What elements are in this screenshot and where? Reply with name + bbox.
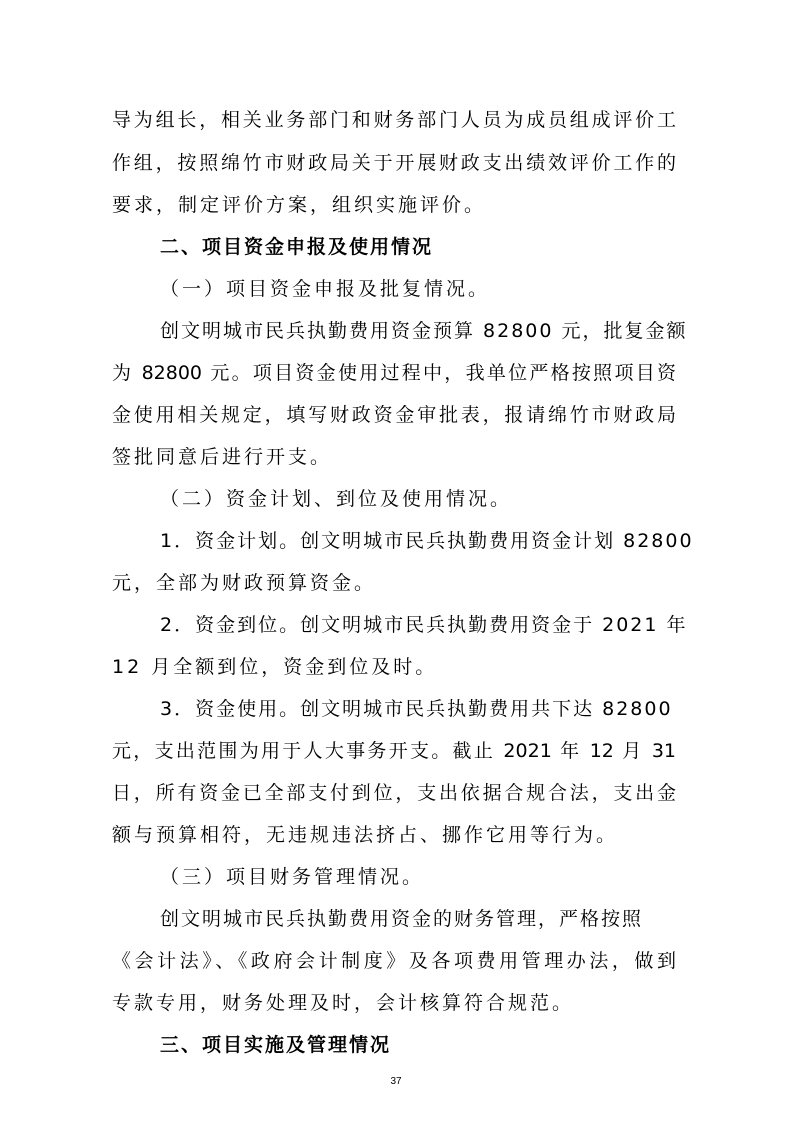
subsection-heading-2-1: （一）项目资金申报及批复情况。 <box>160 278 491 300</box>
subsection-heading-2-3: （三）项目财务管理情况。 <box>160 866 425 888</box>
paragraph-line-20: 创文明城市民兵执勤费用资金的财务管理，严格按照 <box>160 908 644 930</box>
paragraph-line-1: 导为组长，相关业务部门和财务部门人员为成员组成评价工 <box>112 109 676 131</box>
paragraph-line-2: 作组，按照绵竹市财政局关于开展财政支出绩效评价工作的 <box>112 152 676 174</box>
page-number: 37 <box>390 1076 402 1087</box>
paragraph-line-18: 额与预算相符，无违规违法挤占、挪作它用等行为。 <box>112 824 619 846</box>
section-heading-3: 三、项目实施及管理情况 <box>160 1034 392 1056</box>
paragraph-line-9: 签批同意后进行开支。 <box>112 446 333 468</box>
paragraph-line-14: 12 月全额到位，资金到位及时。 <box>112 656 438 678</box>
paragraph-line-13: 2．资金到位。创文明城市民兵执勤费用资金于 2021 年 <box>160 614 688 636</box>
paragraph-line-7: 为 82800 元。项目资金使用过程中，我单位严格按照项目资 <box>112 362 676 384</box>
subsection-heading-2-2: （二）资金计划、到位及使用情况。 <box>160 488 513 510</box>
paragraph-line-16: 元，支出范围为用于人大事务开支。截止 2021 年 12 月 31 <box>112 740 676 762</box>
paragraph-line-21: 《会计法》、《政府会计制度》及各项费用管理办法，做到 <box>112 950 676 972</box>
paragraph-line-15: 3．资金使用。创文明城市民兵执勤费用共下达 82800 <box>160 698 673 720</box>
paragraph-line-22: 专款专用，财务处理及时，会计核算符合规范。 <box>112 992 575 1014</box>
section-heading-2: 二、项目资金申报及使用情况 <box>160 236 434 258</box>
paragraph-line-6: 创文明城市民兵执勤费用资金预算 82800 元，批复金额 <box>160 320 688 342</box>
paragraph-line-8: 金使用相关规定，填写财政资金审批表，报请绵竹市财政局 <box>112 404 676 426</box>
paragraph-line-11: 1．资金计划。创文明城市民兵执勤费用资金计划 82800 <box>160 530 694 552</box>
paragraph-line-12: 元，全部为财政预算资金。 <box>112 572 377 594</box>
paragraph-line-3: 要求，制定评价方案，组织实施评价。 <box>112 194 487 216</box>
paragraph-line-17: 日，所有资金已全部支付到位，支出依据合规合法，支出金 <box>112 782 676 804</box>
